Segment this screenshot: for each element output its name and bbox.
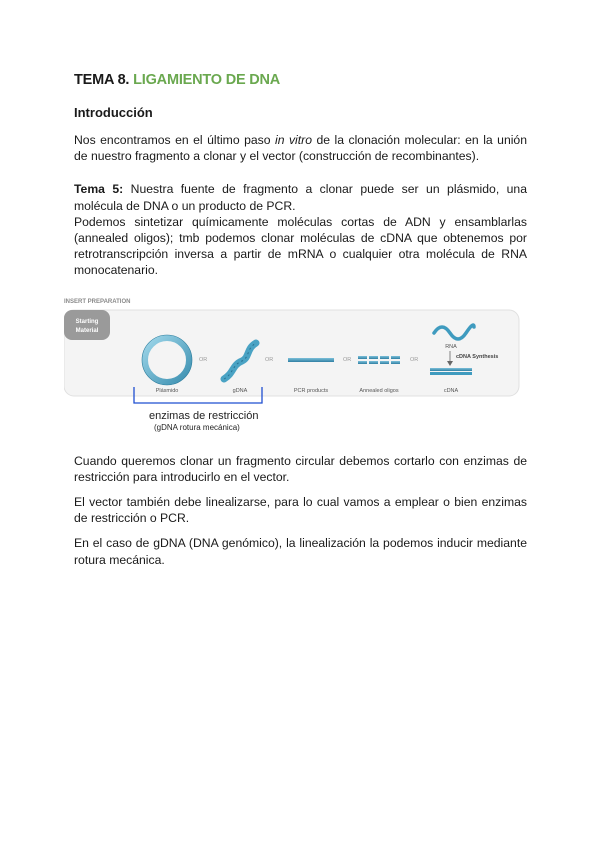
starting-material-line2: Material bbox=[75, 327, 99, 334]
intro-before: Nos encontramos en el último paso bbox=[74, 133, 275, 147]
diagram-panel bbox=[64, 310, 519, 396]
insert-preparation-diagram bbox=[64, 295, 524, 445]
label-annealed-oligos: Annealed oligos bbox=[359, 387, 399, 394]
section-heading: Introducción bbox=[74, 105, 153, 120]
cdna-synthesis-label: cDNA Synthesis bbox=[456, 353, 499, 360]
restriction-annotation: enzimas de restricción bbox=[149, 409, 259, 422]
starting-material-badge bbox=[64, 310, 110, 340]
oligo-segment bbox=[391, 356, 400, 359]
document-page bbox=[64, 70, 527, 568]
diagram-header: INSERT PREPARATION bbox=[64, 298, 131, 305]
or-label-1: OR bbox=[199, 356, 208, 363]
oligo-segment bbox=[380, 361, 389, 364]
label-plasmido: Plásmido bbox=[155, 387, 179, 394]
label-gdna: gDNA bbox=[232, 387, 248, 394]
oligo-segment bbox=[358, 361, 367, 364]
tema5-text: Nuestra fuente de fragmento a clonar puede ser un plásmido, una molécula de DNA o un producto de PCR. bbox=[74, 182, 527, 213]
tema5-paragraph bbox=[74, 181, 527, 213]
pcr-product-bar bbox=[288, 358, 334, 362]
intro-after: de la clonación molecular: en la unión de nuestro fragmento a clonar y el vector (construcción de recombinantes). bbox=[74, 133, 527, 164]
starting-material-line1: Starting bbox=[75, 318, 99, 325]
insert-preparation-figure bbox=[64, 295, 524, 445]
synthesis-paragraph: Podemos sintetizar químicamente moléculas cortas de ADN y ensamblarlas (annealed oligos); tmb podemos clonar moléculas de cDNA que obtenemos por retrotranscripción inversa a partir de mRNA o cualquier otra molécula de RNA monocatenario. bbox=[74, 214, 527, 278]
restriction-annotation-sub: (gDNA rotura mecánica) bbox=[154, 422, 240, 432]
or-label-2: OR bbox=[265, 356, 274, 363]
label-cdna: cDNA bbox=[443, 387, 459, 394]
cdna-bar-top bbox=[430, 368, 472, 371]
intro-paragraph bbox=[74, 132, 527, 164]
oligo-segment bbox=[391, 361, 400, 364]
page-title bbox=[74, 70, 527, 90]
cdna-bar-bottom bbox=[430, 372, 472, 375]
tema5-label: Tema 5: bbox=[74, 182, 124, 197]
gdna-paragraph: En el caso de gDNA (DNA genómico), la linealización la podemos inducir mediante rotura mecánica. bbox=[74, 536, 527, 567]
label-pcr-products: PCR products bbox=[293, 387, 329, 394]
oligo-segment bbox=[380, 356, 389, 359]
or-label-4: OR bbox=[410, 356, 419, 363]
circular-paragraph: Cuando queremos clonar un fragmento circular debemos cortarlo con enzimas de restricción para introducirlo en el vector. bbox=[74, 453, 527, 484]
oligo-segment bbox=[369, 361, 378, 364]
title-prefix: TEMA 8. bbox=[74, 72, 130, 88]
or-label-3: OR bbox=[343, 356, 352, 363]
vector-paragraph: El vector también debe linealizarse, para lo cual vamos a emplear o bien enzimas de restricción o PCR. bbox=[74, 495, 527, 526]
title-highlight: LIGAMIENTO DE DNA bbox=[133, 72, 281, 88]
oligo-segment bbox=[358, 356, 367, 359]
rna-label: RNA bbox=[445, 343, 457, 350]
oligo-segment bbox=[369, 356, 378, 359]
intro-italic: in vitro bbox=[275, 133, 312, 147]
